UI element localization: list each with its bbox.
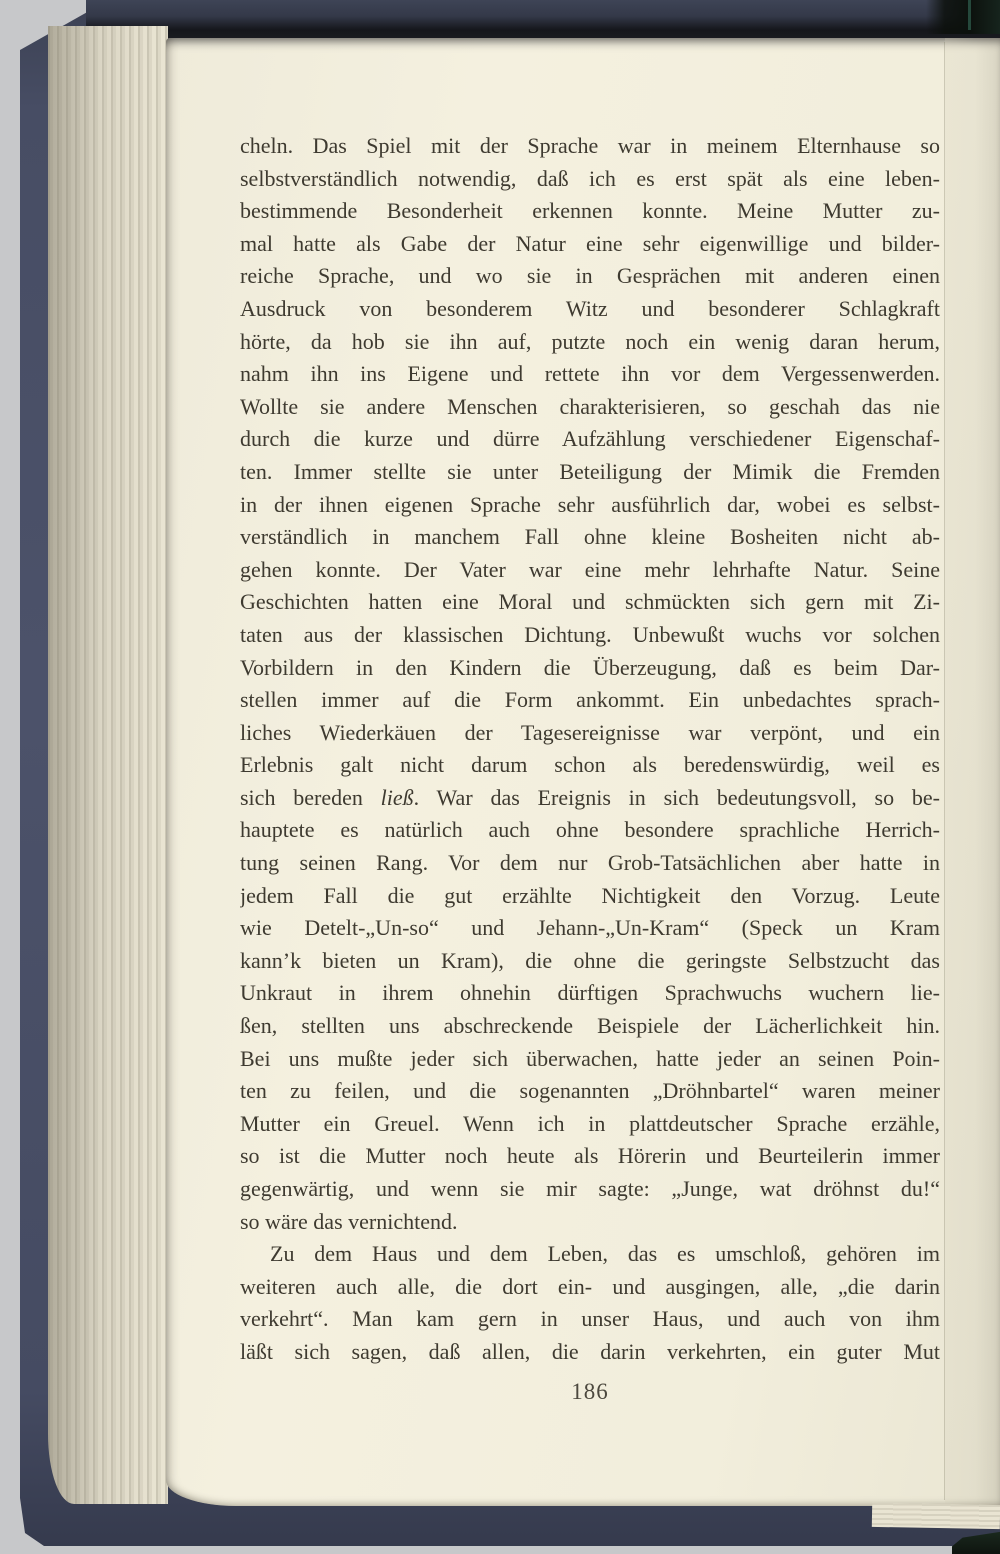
text-line: verkehrt“. Man kam gern in unser Haus, und auch von ihm <box>240 1306 940 1332</box>
text-line: liches Wiederkäuen der Tagesereignisse war verpönt, und ein <box>240 719 940 745</box>
text-line: Vorbildern in den Kindern die Überzeugung, daß es beim Dar- <box>240 654 940 680</box>
text-line: so wäre das vernichtend. <box>240 1208 458 1234</box>
text-line: Geschichten hatten eine Moral und schmückten sich gern mit Zi- <box>240 589 940 615</box>
text-line: Zu dem Haus und dem Leben, das es umschloß, gehören im <box>270 1241 940 1267</box>
text-line: nahm ihn ins Eigene und rettete ihn vor dem Vergessenwerden. <box>240 361 940 387</box>
text-line: in der ihnen eigenen Sprache sehr ausführlich dar, wobei es selbst- <box>240 491 940 517</box>
text-line: Wollte sie andere Menschen charakterisieren, so geschah das nie <box>240 393 940 419</box>
page-edge-stack <box>48 26 168 1504</box>
text-line: weiteren auch alle, die dort ein- und ausgingen, alle, „die darin <box>240 1273 940 1299</box>
text-line: ßen, stellten uns abschreckende Beispiele der Lächerlichkeit hin. <box>240 1013 940 1039</box>
text-line: Mutter ein Greuel. Wenn ich in plattdeutscher Sprache erzähle, <box>240 1110 940 1136</box>
text-line: Unkraut in ihrem ohnehin dürftigen Sprachwuchs wuchern lie- <box>240 980 940 1006</box>
text-line: hauptete es natürlich auch ohne besondere sprachliche Herrich- <box>240 817 940 843</box>
text-line: reiche Sprache, und wo sie in Gesprächen mit anderen einen <box>240 263 940 289</box>
text-line: hörte, da hob sie ihn auf, putzte noch ein wenig daran herum, <box>240 328 940 354</box>
top-right-teal-mark <box>968 0 971 30</box>
text-line: gegenwärtig, und wenn sie mir sagte: „Junge, wat dröhnst du!“ <box>240 1176 940 1201</box>
text-line: cheln. Das Spiel mit der Sprache war in meinem Elternhause so <box>240 133 940 158</box>
text-line: durch die kurze und dürre Aufzählung verschiedener Eigenschaf- <box>240 426 940 452</box>
text-line: ten. Immer stellte sie unter Beteiligung der Mimik die Fremden <box>240 458 940 484</box>
text-line: mal hatte als Gabe der Natur eine sehr eigenwillige und bilder- <box>240 230 940 256</box>
text-line: so ist die Mutter noch heute als Hörerin und Beurteilerin immer <box>240 1143 940 1169</box>
text-line: selbstverständlich notwendig, daß ich es erst spät als eine leben- <box>240 165 940 191</box>
text-line: kann’k bieten un Kram), die ohne die geringste Selbstzucht das <box>240 947 940 973</box>
page-number: 186 <box>571 1379 609 1404</box>
text-line: läßt sich sagen, daß allen, die darin verkehrten, ein guter Mut <box>240 1338 940 1364</box>
text-line: verständlich in manchem Fall ohne kleine Bosheiten nicht ab- <box>240 524 940 550</box>
text-line: Erlebnis galt nicht darum schon als beredenswürdig, weil es <box>240 752 940 778</box>
text-line: bestimmende Besonderheit erkennen konnte. Meine Mutter zu- <box>240 198 940 224</box>
text-line: tung seinen Rang. Vor dem nur Grob-Tatsächlichen aber hatte in <box>240 850 940 876</box>
page-right-crease <box>944 42 945 1500</box>
text-line: taten aus der klassischen Dichtung. Unbewußt wuchs vor solchen <box>240 621 940 647</box>
cover-top-fold-shadow <box>86 0 1000 40</box>
text-line: Bei uns mußte jeder sich überwachen, hatte jeder an seinen Poin- <box>240 1045 940 1071</box>
top-right-corner-patch <box>926 0 1000 34</box>
bottom-page-edges <box>872 1503 1000 1529</box>
text-line: wie Detelt-„Un-so“ und Jehann-„Un-Kram“ (Speck un Kram <box>240 915 940 941</box>
text-line: sich bereden ließ. War das Ereignis in sich bedeutungsvoll, so be- <box>240 784 940 810</box>
text-line: ten zu feilen, und die sogenannten „Dröhnbartel“ waren meiner <box>240 1078 940 1104</box>
text-line: Ausdruck von besonderem Witz und besonderer Schlagkraft <box>240 295 940 321</box>
text-line: stellen immer auf die Form ankommt. Ein unbedachtes sprach- <box>240 687 940 713</box>
page-text-block <box>240 130 940 1369</box>
page-right-shading <box>945 38 1000 1506</box>
text-line: gehen konnte. Der Vater war eine mehr lehrhafte Natur. Seine <box>240 556 940 582</box>
text-line: jedem Fall die gut erzählte Nichtigkeit den Vorzug. Leute <box>240 882 940 908</box>
